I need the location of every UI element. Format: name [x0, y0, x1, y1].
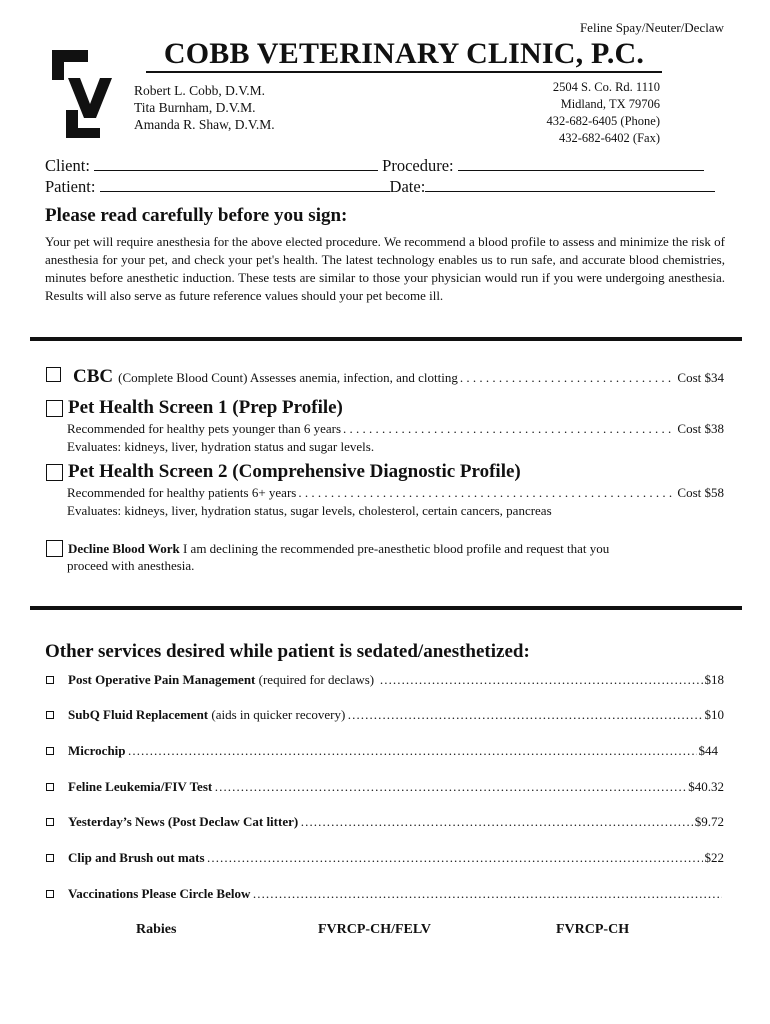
leader-dots: [214, 779, 686, 795]
service-checkbox[interactable]: [46, 854, 54, 862]
client-field[interactable]: [94, 155, 378, 171]
patient-field[interactable]: [100, 176, 390, 192]
patient-row: [45, 176, 715, 197]
service-item: [46, 814, 724, 830]
cbc-checkbox[interactable]: [46, 367, 61, 382]
notice-paragraph: Your pet will require anesthesia for the above elected procedure. We recommend a blood profile to assess and minimize the risk of anesthesia for your pet, and check your pet's health. The latest technology enables us to run safe, and accurate blood chemistries, minutes before anesthetic induction. These tests are similar to those your physician would run if you were undergoing anesthesia. Results will also serve as future reference values should your pet become ill.: [45, 234, 725, 303]
service-name: Yesterday’s News (Post Declaw Cat litter): [68, 814, 299, 829]
date-label: Date:: [389, 177, 426, 196]
phs1-recommendation: Recommended for healthy pets younger than 6 years: [67, 421, 341, 436]
phs1-cost: Cost $38: [677, 421, 724, 436]
phs2-checkbox[interactable]: [46, 464, 63, 481]
section-divider: [30, 337, 742, 341]
leader-dots: [207, 850, 703, 866]
service-item: [46, 779, 724, 795]
leader-dots: [460, 370, 676, 386]
phs2-title: Pet Health Screen 2 (Comprehensive Diagnostic Profile): [68, 461, 521, 482]
service-checkbox[interactable]: [46, 783, 54, 791]
vaccine-option-rabies[interactable]: Rabies: [136, 922, 177, 937]
phs1-evaluates: Evaluates: kidneys, liver, hydration status and sugar levels.: [67, 439, 375, 454]
decline-option: [46, 540, 724, 575]
service-checkbox[interactable]: [46, 818, 54, 826]
service-note: (aids in quicker recovery): [208, 707, 346, 722]
service-name: Feline Leukemia/FIV Test: [68, 779, 213, 794]
form-type-label: Feline Spay/Neuter/Declaw: [579, 20, 724, 35]
decline-text-continued: proceed with anesthesia.: [67, 558, 195, 573]
service-name: Microchip: [68, 743, 126, 758]
doctor-list: [134, 82, 275, 133]
phs2-cost: Cost $58: [677, 485, 724, 500]
service-price: $44: [698, 743, 718, 758]
cbc-description: (Complete Blood Count) Assesses anemia, infection, and clotting: [118, 370, 458, 385]
service-price: $18: [704, 672, 724, 687]
phone-line: 432-682-6405 (Phone): [546, 114, 660, 128]
service-name: Post Operative Pain Management: [68, 672, 256, 687]
decline-title: Decline Blood Work: [68, 540, 180, 556]
leader-dots: [298, 484, 675, 502]
section-divider: [30, 606, 742, 610]
leader-dots: [300, 814, 693, 830]
address-line: 2504 S. Co. Rd. 1110: [552, 80, 660, 94]
vaccine-option-fvrcp-felv[interactable]: FVRCP-CH/FELV: [318, 922, 432, 937]
service-name: SubQ Fluid Replacement: [68, 707, 209, 722]
notice-heading: Please read carefully before you sign:: [45, 205, 348, 226]
patient-label: Patient:: [45, 177, 96, 196]
phs2-option: [46, 461, 724, 520]
doctor-name: Amanda R. Shaw, D.V.M.: [134, 117, 275, 132]
client-row: [45, 155, 704, 176]
clinic-logo: [44, 44, 114, 140]
clinic-name: COBB VETERINARY CLINIC, P.C.: [146, 38, 662, 73]
service-item: [46, 707, 724, 723]
services-heading: Other services desired while patient is sedated/anesthetized:: [45, 641, 530, 662]
phs2-evaluates: Evaluates: kidneys, liver, hydration status, sugar levels, cholesterol, certain cancers, pancreas: [67, 503, 552, 518]
service-note: (required for declaws): [255, 672, 378, 687]
service-checkbox[interactable]: [46, 890, 54, 898]
phs2-recommendation: Recommended for healthy patients 6+ years: [67, 485, 297, 500]
fax-line: 432-682-6402 (Fax): [558, 131, 660, 145]
doctor-name: Tita Burnham, D.V.M.: [134, 100, 256, 115]
procedure-field[interactable]: [458, 155, 704, 171]
service-item: [46, 850, 724, 866]
client-label: Client:: [45, 156, 90, 175]
cbc-option: [46, 366, 724, 388]
service-price: $40.32: [688, 779, 724, 794]
phs1-checkbox[interactable]: [46, 400, 63, 417]
service-checkbox[interactable]: [46, 711, 54, 719]
vaccine-option-fvrcp[interactable]: FVRCP-CH: [556, 922, 630, 937]
leader-dots: [379, 672, 702, 688]
address-line: Midland, TX 79706: [560, 97, 660, 111]
phs1-option: [46, 397, 724, 456]
clinic-address: [546, 79, 660, 147]
service-item: [46, 672, 724, 688]
leader-dots: [343, 420, 675, 438]
service-name: Clip and Brush out mats: [68, 850, 205, 865]
service-price: $10: [704, 707, 724, 722]
cbc-cost: Cost $34: [677, 370, 724, 385]
procedure-label: Procedure:: [382, 156, 454, 175]
service-price: $9.72: [694, 814, 724, 829]
phs1-title: Pet Health Screen 1 (Prep Profile): [68, 397, 343, 418]
doctor-name: Robert L. Cobb, D.V.M.: [134, 83, 266, 98]
cbc-title: CBC: [73, 366, 114, 387]
service-item: [46, 886, 724, 902]
service-checkbox[interactable]: [46, 676, 54, 684]
service-price: $22: [704, 850, 724, 865]
leader-dots: [128, 743, 697, 759]
date-field[interactable]: [425, 176, 715, 192]
service-checkbox[interactable]: [46, 747, 54, 755]
service-name: Vaccinations Please Circle Below: [68, 886, 251, 901]
leader-dots: [347, 707, 702, 723]
decline-text: I am declining the recommended pre-anesthetic blood profile and request that you: [179, 540, 610, 556]
decline-checkbox[interactable]: [46, 540, 63, 557]
leader-dots: [252, 886, 722, 902]
service-item: [46, 743, 718, 759]
